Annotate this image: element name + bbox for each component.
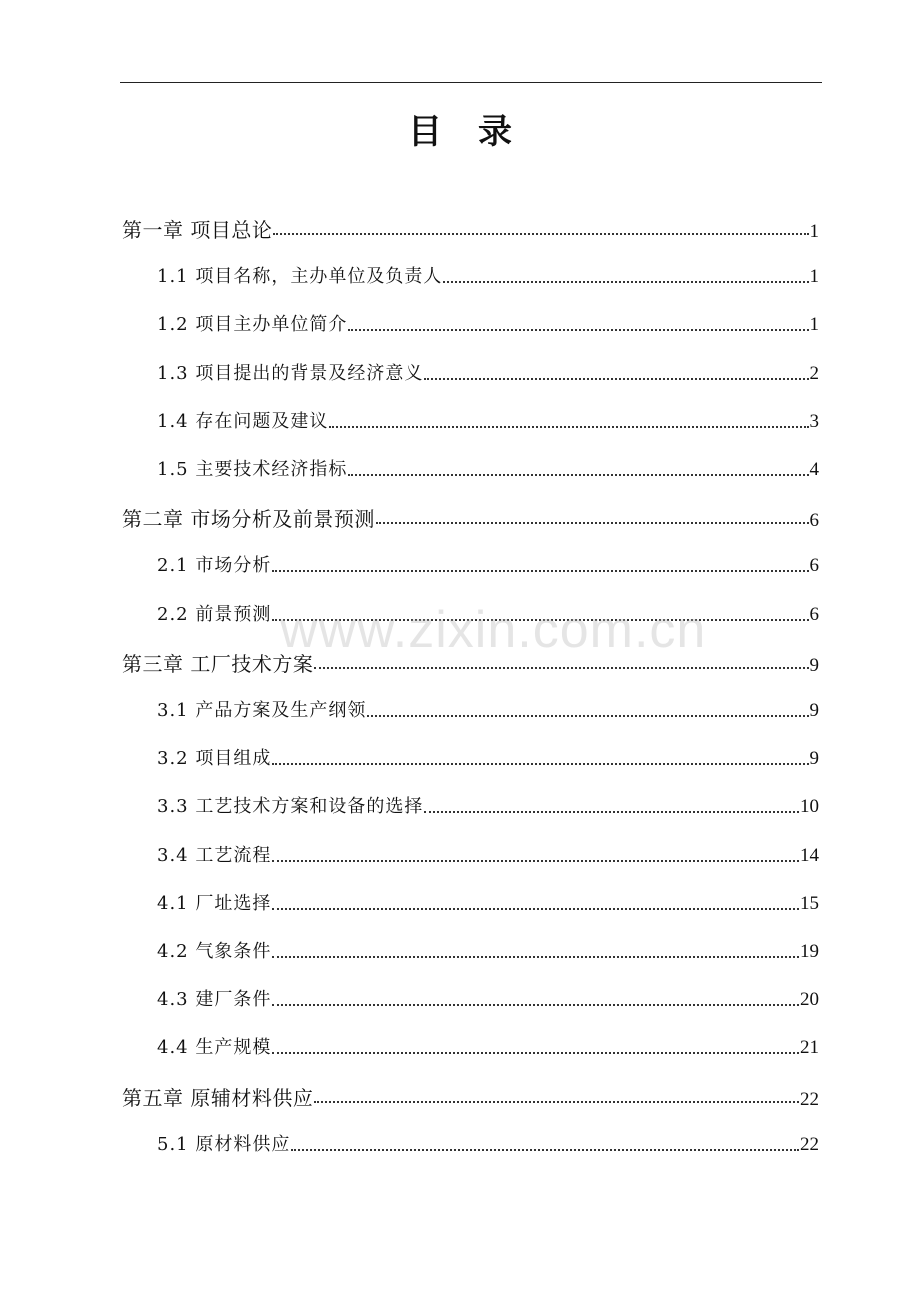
toc-dot-leader	[314, 1101, 799, 1103]
toc-chapter-entry[interactable]	[122, 648, 819, 678]
toc-dot-leader	[314, 667, 808, 669]
toc-section-entry[interactable]	[157, 551, 819, 581]
toc-dot-leader	[291, 1149, 799, 1151]
toc-section-entry[interactable]	[157, 407, 819, 437]
toc-page-number: 20	[800, 989, 819, 1011]
toc-dot-leader	[272, 763, 808, 765]
toc-dot-leader	[348, 474, 808, 476]
toc-dot-leader	[348, 329, 808, 331]
toc-chapter-entry[interactable]	[122, 1082, 819, 1112]
toc-dot-leader	[376, 522, 809, 524]
toc-dot-leader	[272, 619, 808, 621]
toc-section-entry[interactable]	[157, 937, 819, 967]
toc-entry-label: 1.2 项目主办单位简介	[157, 314, 348, 336]
toc-dot-leader	[272, 908, 799, 910]
toc-entry-label: 1.4 存在问题及建议	[157, 410, 329, 432]
toc-section-entry[interactable]	[157, 696, 819, 726]
toc-entry-label: 1.1 项目名称，主办单位及负责人	[157, 266, 443, 288]
toc-dot-leader	[272, 1052, 799, 1054]
toc-page-number: 21	[800, 1037, 819, 1059]
toc-section-entry[interactable]	[157, 455, 819, 485]
toc-entry-label: 第五章 原辅材料供应	[122, 1085, 314, 1110]
toc-dot-leader	[424, 811, 799, 813]
toc-dot-leader	[329, 426, 808, 428]
toc-section-entry[interactable]	[157, 841, 819, 871]
toc-page-number: 6	[809, 603, 819, 625]
toc-dot-leader	[272, 956, 799, 958]
toc-page-number: 1	[809, 314, 819, 336]
page-title-char-1: 目	[408, 112, 442, 152]
toc-page-number: 19	[800, 941, 819, 962]
toc-section-entry[interactable]	[157, 744, 819, 774]
toc-section-entry[interactable]	[157, 600, 819, 630]
toc-page-number: 22	[800, 1133, 819, 1155]
toc-page-number: 6	[809, 555, 819, 577]
toc-entry-label: 3.1 产品方案及生产纲领	[157, 700, 367, 721]
toc-page-number: 9	[809, 700, 819, 721]
toc-page-number: 6	[809, 510, 819, 532]
toc-entry-label: 2.1 市场分析	[157, 555, 272, 577]
toc-page-number: 22	[800, 1088, 819, 1110]
toc-entry-label: 4.4 生产规模	[157, 1037, 272, 1059]
toc-dot-leader	[272, 1004, 799, 1006]
toc-section-entry[interactable]	[157, 889, 819, 919]
toc-entry-label: 第三章 工厂技术方案	[122, 651, 314, 676]
toc-section-entry[interactable]	[157, 359, 819, 389]
toc-dot-leader	[367, 715, 808, 717]
toc-entry-label: 1.3 项目提出的背景及经济意义	[157, 362, 424, 384]
toc-page-number: 1	[809, 221, 819, 242]
watermark: www.zixin.com.cn	[280, 601, 707, 659]
toc-dot-leader	[272, 860, 799, 862]
toc-section-entry[interactable]	[157, 262, 819, 292]
toc-page-number: 14	[800, 844, 819, 866]
toc-page-number: 1	[809, 266, 819, 288]
toc-page-number: 2	[809, 362, 819, 384]
toc-section-entry[interactable]	[157, 792, 819, 822]
toc-entry-label: 4.1 厂址选择	[157, 892, 272, 914]
toc-entry-label: 2.2 前景预测	[157, 603, 272, 625]
page-title-char-2: 录	[478, 112, 512, 152]
toc-section-entry[interactable]	[157, 985, 819, 1015]
toc-entry-label: 第二章 市场分析及前景预测	[122, 507, 375, 532]
toc-entry-label: 3.2 项目组成	[157, 748, 272, 770]
toc-page-number: 3	[809, 410, 819, 432]
toc-section-entry[interactable]	[157, 1033, 819, 1063]
toc-section-entry[interactable]	[157, 310, 819, 340]
toc-entry-label: 1.5 主要技术经济指标	[157, 459, 348, 480]
toc-dot-leader	[272, 570, 808, 572]
toc-entry-label: 4.2 气象条件	[157, 941, 272, 962]
toc-entry-label: 5.1 原材料供应	[157, 1133, 291, 1155]
toc-section-entry[interactable]	[157, 1130, 819, 1160]
toc-page-number: 4	[809, 459, 819, 480]
toc-page-number: 9	[809, 654, 819, 676]
toc-chapter-entry[interactable]	[122, 503, 819, 533]
toc-entry-label: 3.3 工艺技术方案和设备的选择	[157, 796, 424, 818]
toc-entry-label: 4.3 建厂条件	[157, 989, 272, 1011]
toc-entry-label: 第一章 项目总论	[122, 218, 273, 242]
toc-page-number: 10	[800, 796, 819, 818]
toc-dot-leader	[424, 378, 808, 380]
toc-dot-leader	[273, 233, 808, 235]
toc-chapter-entry[interactable]	[122, 214, 819, 244]
toc-page-number: 15	[800, 892, 819, 914]
toc-dot-leader	[443, 281, 808, 283]
toc-entry-label: 3.4 工艺流程	[157, 844, 272, 866]
toc-page-number: 9	[809, 748, 819, 770]
